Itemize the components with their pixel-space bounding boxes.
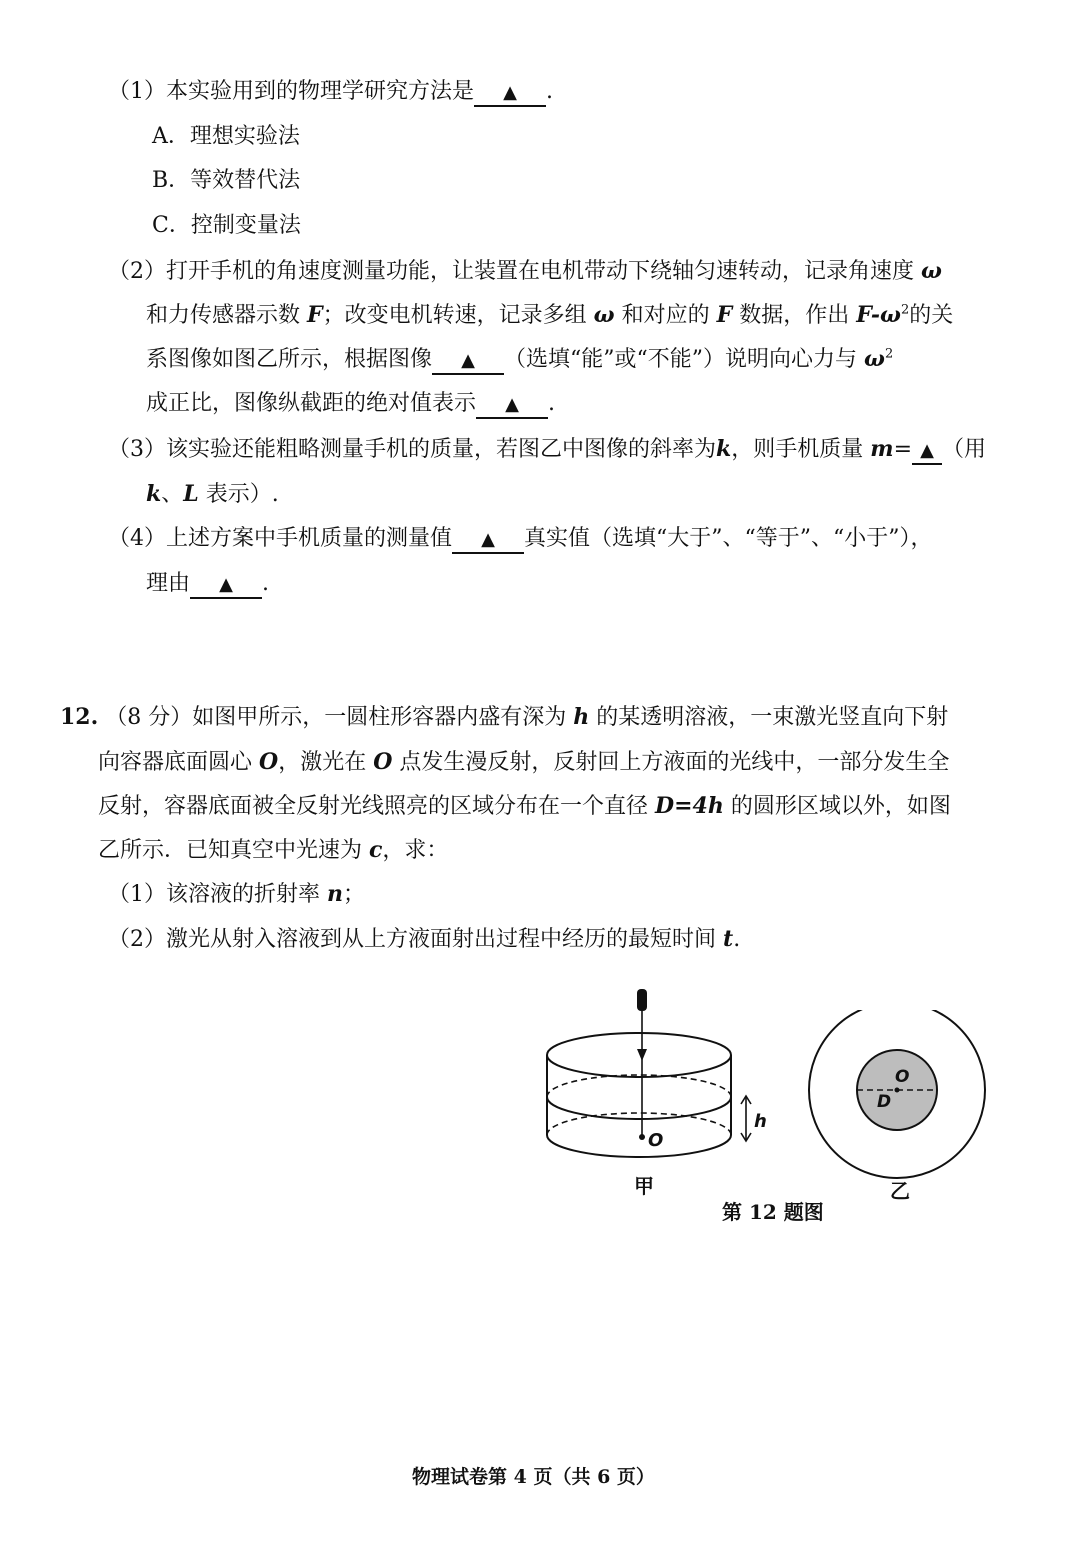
q12-l3b: 的圆形区域以外，如图 (730, 794, 951, 819)
diameter-label: D (877, 1092, 892, 1112)
q12-line4 (98, 835, 448, 866)
liquid-surface-back (547, 1075, 731, 1097)
slope-symbol: k (716, 436, 732, 462)
omega-symbol: ω (921, 258, 942, 284)
depth-symbol: h (573, 704, 590, 730)
option-b-text: 等效替代法 (190, 168, 301, 193)
q11-p3-blank: ▲ (912, 439, 942, 465)
q11-p3-l1b: ，则手机质量 (731, 437, 864, 462)
q11-p4-l2a: 理由 (146, 571, 191, 596)
length-symbol: L (183, 481, 199, 507)
q11-p4-line1 (108, 524, 933, 554)
q11-p2-l3a: 系图像如图乙所示，根据图像 (146, 347, 433, 372)
option-c-letter: C． (152, 213, 191, 238)
q12-line3 (98, 791, 951, 822)
q12-sub2-label: （2） (108, 927, 166, 952)
center-symbol-2: O (373, 749, 393, 775)
q11-p1-option-c (152, 211, 301, 241)
q11-p2-line2 (146, 300, 953, 331)
q11-p2-l1: 打开手机的角速度测量功能，让装置在电机带动下绕轴匀速转动，记录角速度 (166, 259, 915, 284)
page-footer: 物理试卷第 4 页（共 6 页） (412, 1466, 655, 1488)
q12-l1a: 如图甲所示，一圆柱形容器内盛有深为 (192, 705, 567, 730)
q11-p3-l1a: 该实验还能粗略测量手机的质量，若图乙中图像的斜率为 (166, 437, 717, 462)
q12-l2a: 向容器底面圆心 (98, 750, 253, 775)
figure-top-view (805, 1010, 995, 1180)
q11-p2-line4 (146, 389, 555, 419)
q12-l4a: 乙所示．已知真空中光速为 (98, 838, 363, 863)
q11-p1-line (108, 77, 553, 107)
mass-symbol: m (870, 436, 894, 462)
q12-sub2 (108, 924, 740, 955)
q11-p2-line3 (146, 344, 893, 375)
force-symbol: F (307, 302, 323, 328)
q11-p3-label: （3） (108, 437, 166, 462)
q11-p2-end: . (548, 391, 556, 416)
equals-sign: = (893, 437, 912, 462)
q11-p2-blank2: ▲ (476, 393, 548, 419)
q11-p4-blank1: ▲ (452, 528, 524, 554)
q11-p3-line1 (108, 434, 986, 465)
q12-line2 (98, 747, 949, 778)
squared-sup: 2 (900, 302, 910, 318)
point-o-label: O (648, 1130, 664, 1151)
q12-score: （8 分） (105, 705, 193, 730)
q12-line1 (60, 702, 948, 733)
q12-number: 12. (60, 704, 99, 730)
figure-left-caption: 甲 (634, 1174, 654, 1198)
q11-p2-l2b: ；改变电机转速，记录多组 (322, 303, 587, 328)
cylinder-bottom-front (547, 1135, 731, 1157)
q12-l1b: 的某透明溶液，一束激光竖直向下射 (596, 705, 949, 730)
q11-p2-l2c: 和对应的 (621, 303, 710, 328)
q11-p4-line2 (146, 569, 269, 599)
q12-sub1 (108, 879, 365, 910)
option-c-text: 控制变量法 (190, 213, 301, 238)
center-dot (895, 1088, 900, 1093)
q12-l3a: 反射，容器底面被全反射光线照亮的区域分布在一个直径 (98, 794, 649, 819)
refractive-index-symbol: n (327, 881, 344, 907)
f-omega-symbol: F-ω (856, 302, 901, 328)
q11-p3-l2b: 表示）. (205, 482, 279, 507)
center-symbol: O (259, 749, 279, 775)
q11-p2-l2a: 和力传感器示数 (146, 303, 301, 328)
height-label: h (754, 1111, 767, 1132)
q12-sub1-text: 该溶液的折射率 (166, 882, 321, 907)
cylinder-top (547, 1033, 731, 1077)
laser-arrow (637, 1049, 647, 1061)
q11-p4-label: （4） (108, 526, 166, 551)
q11-p1-option-b (152, 166, 300, 196)
cylinder-bottom-back (547, 1113, 731, 1135)
q11-p2-line1 (108, 256, 942, 287)
q11-p3-l2a: 、 (161, 482, 184, 507)
q11-p2-l2d: 数据，作出 (739, 303, 850, 328)
option-a-letter: A． (152, 124, 190, 149)
q11-p4-blank2: ▲ (190, 573, 262, 599)
center-label: O (895, 1067, 910, 1087)
q11-p2-l3b: （选填“能”或“不能”）说明向心力与 (504, 347, 858, 372)
option-b-letter: B． (152, 168, 191, 193)
slope-symbol-2: k (146, 481, 162, 507)
point-o-dot (639, 1134, 645, 1140)
q12-sub1-label: （1） (108, 882, 166, 907)
q12-l4b: ，求： (382, 838, 449, 863)
laser-emitter (637, 989, 647, 1011)
q11-p3-line2 (146, 479, 279, 510)
option-a-text: 理想实验法 (189, 124, 300, 149)
time-symbol: t (723, 926, 734, 952)
omega-symbol-2: ω (593, 302, 615, 328)
q12-l2c: 点发生漫反射，反射回上方液面的光线中，一部分发生全 (399, 750, 950, 775)
q12-sub2-text: 激光从射入溶液到从上方液面射出过程中经历的最短时间 (166, 927, 717, 952)
force-symbol-2: F (716, 302, 733, 328)
omega-symbol-3: ω (864, 346, 885, 372)
q11-p2-label: （2） (108, 259, 166, 284)
figure-right-caption: 乙 (890, 1179, 910, 1203)
light-speed-symbol: c (369, 837, 383, 863)
figure-caption: 第 12 题图 (722, 1200, 824, 1224)
q11-p2-blank1: ▲ (432, 349, 504, 375)
q12-l2b: ，激光在 (278, 750, 367, 775)
q11-p4-end: . (262, 571, 270, 596)
q11-p1-text: 本实验用到的物理学研究方法是 (166, 79, 475, 104)
q11-p4-l1a: 上述方案中手机质量的测量值 (166, 526, 453, 551)
q11-p1-blank: ▲ (474, 81, 546, 107)
q12-sub1-end: ； (343, 882, 366, 907)
q12-sub2-end: . (733, 927, 741, 952)
figure-cylinder (540, 985, 780, 1175)
q11-p1-option-a (152, 122, 300, 152)
q11-p3-l1c: （用 (942, 437, 987, 462)
q11-p2-l4a: 成正比，图像纵截距的绝对值表示 (146, 391, 477, 416)
q11-p2-l2e: 的关 (909, 303, 954, 328)
q11-p1-label: （1） (108, 79, 166, 104)
liquid-surface-front (547, 1097, 731, 1119)
diameter-expression: D=4h (655, 793, 724, 819)
q11-p1-end: . (546, 79, 554, 104)
squared-sup-2: 2 (884, 346, 894, 362)
q11-p4-l1b: 真实值（选填“大于”、“等于”、“小于”）， (524, 526, 933, 551)
